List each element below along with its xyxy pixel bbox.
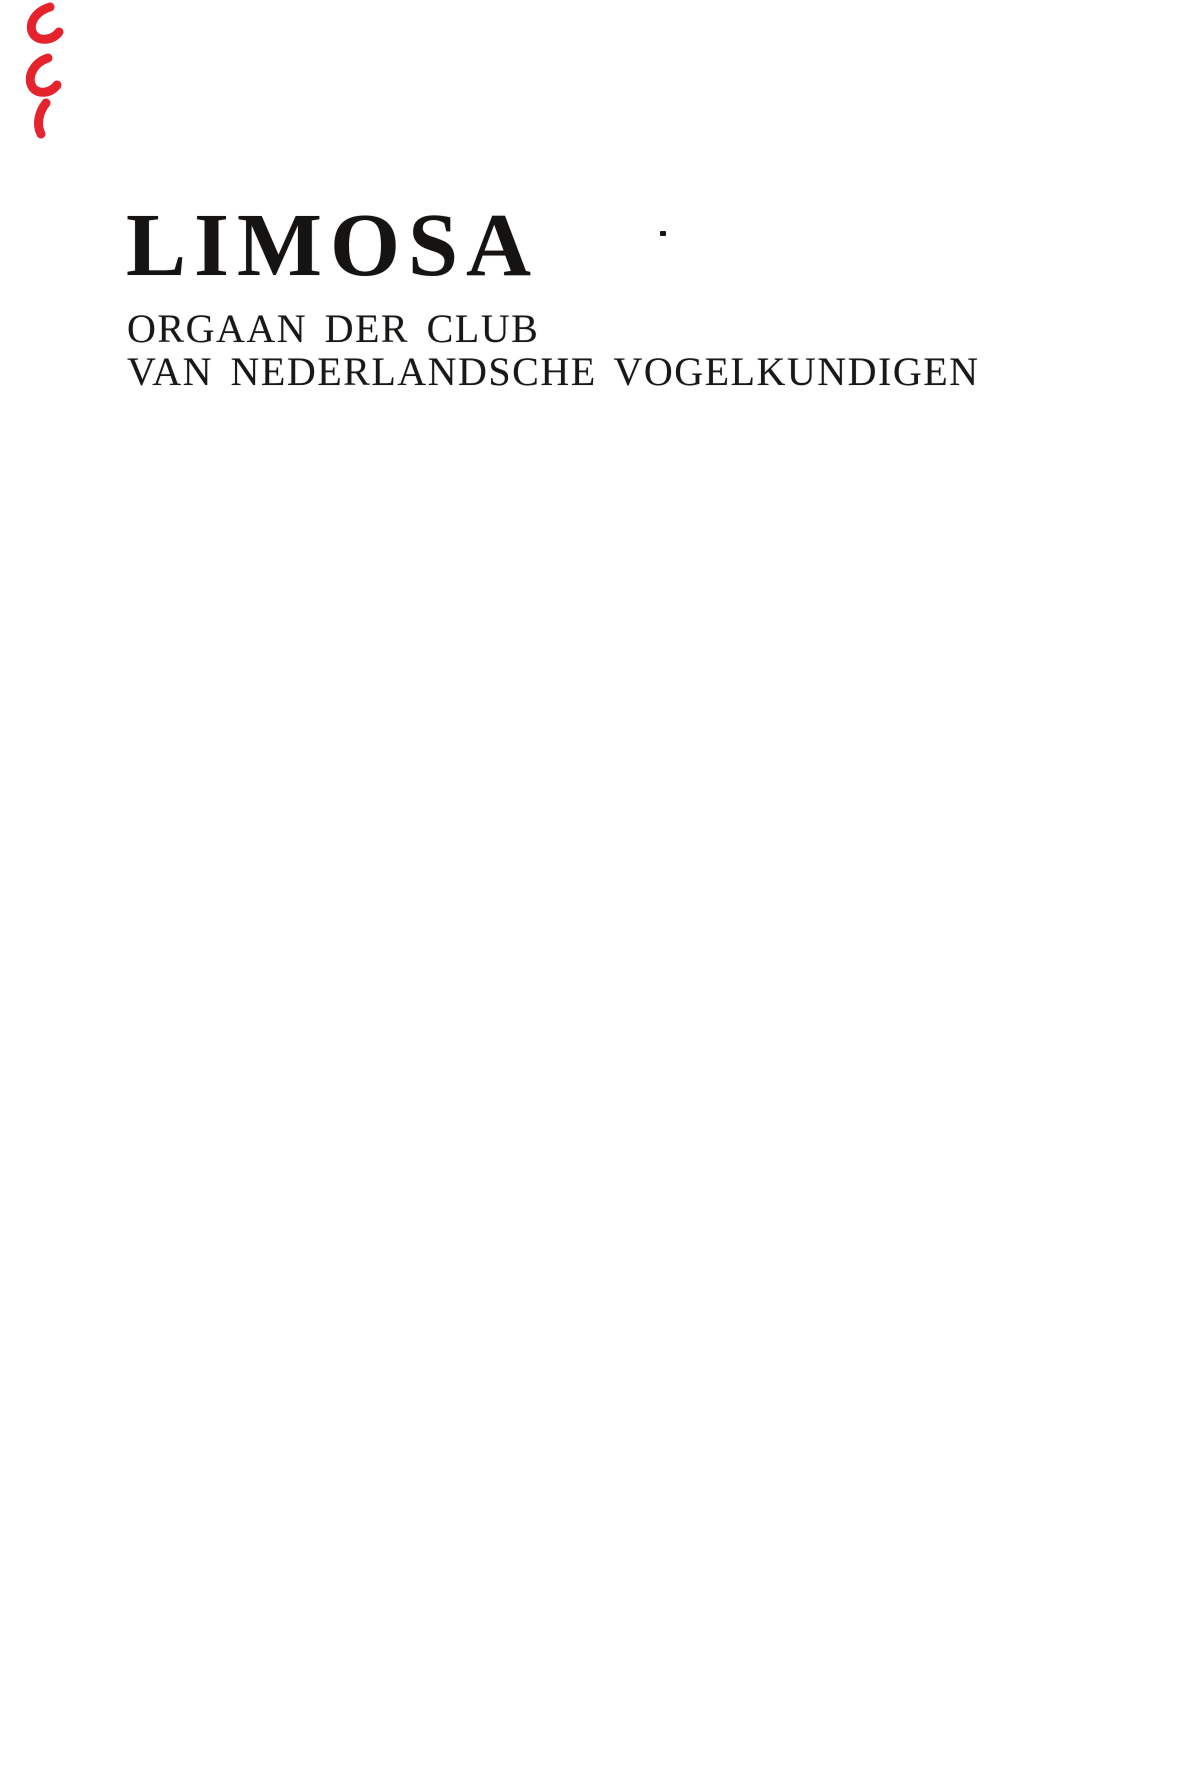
red-pencil-marks-icon — [20, 0, 74, 145]
subtitle-line-1: ORGAAN DER CLUB — [127, 306, 540, 351]
subtitle-line-2: VAN NEDERLANDSCHE VOGELKUNDIGEN — [127, 349, 980, 394]
red-stroke-1 — [31, 7, 59, 39]
ink-speck — [660, 231, 666, 236]
red-stroke-3 — [39, 103, 46, 134]
journal-title: LIMOSA — [126, 196, 540, 295]
journal-subtitle — [127, 307, 980, 393]
red-stroke-2 — [30, 58, 57, 92]
